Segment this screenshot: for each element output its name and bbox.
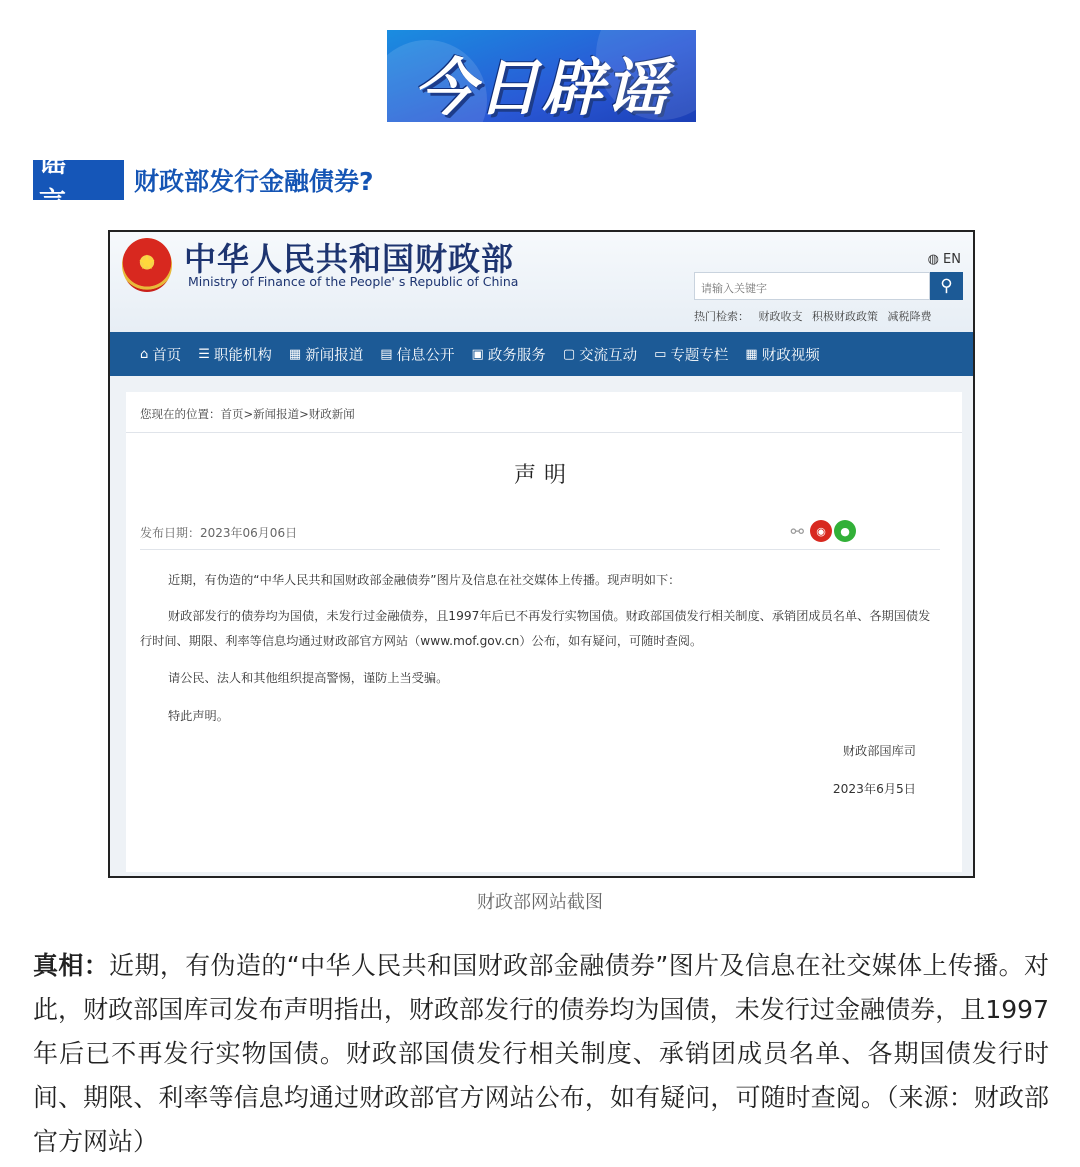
signer: 财政部国库司 <box>842 744 916 758</box>
wechat-icon[interactable]: ● <box>834 520 856 542</box>
nav-home[interactable]: ⌂ 首页 <box>140 346 182 364</box>
truth-paragraph <box>33 944 1049 1164</box>
divider <box>126 432 962 433</box>
sign-date: 2023年6月5日 <box>832 782 916 796</box>
weibo-icon[interactable]: ◉ <box>810 520 832 542</box>
nav-services[interactable]: ▣ 政务服务 <box>471 346 546 364</box>
truth-label: 真相： <box>33 951 110 980</box>
site-name-en: Ministry of Finance of the People' s Republic of China <box>188 274 519 289</box>
language-label: EN <box>943 252 961 267</box>
nav-videos[interactable]: ▦ 财政视频 <box>745 346 820 364</box>
form-icon: ▣ <box>471 346 484 362</box>
list-icon: ☰ <box>198 346 210 362</box>
nav-interaction[interactable]: ▢ 交流互动 <box>562 346 638 364</box>
nav-info-disclosure[interactable]: ▤ 信息公开 <box>380 346 455 364</box>
emblem-star-icon: ★ <box>138 250 156 274</box>
home-icon: ⌂ <box>140 346 149 362</box>
rumor-heading <box>33 148 374 218</box>
nav-topics[interactable]: ▭ 专题专栏 <box>654 346 729 364</box>
nav-news[interactable]: ▦ 新闻报道 <box>288 346 364 364</box>
document-icon: ▤ <box>380 346 393 362</box>
search-icon: ⚲ <box>940 276 953 296</box>
truth-text: 近期，有伪造的“中华人民共和国财政部金融债券”图片及信息在社交媒体上传播。对此，财政部国库司发布声明指出，财政部发行的债券均为国债，未发行过金融债券，且1997年后已不再发行实物国债。财政部国债发行相关制度、承销团成员名单、各期国债发行时间、期限、利率等信息均通过财政部官方网站公布，如有疑问，可随时查阅。（来源：财政部官方网站） <box>33 951 1049 1156</box>
rumor-tag: 谣 言 <box>33 160 124 200</box>
main-nav <box>110 332 973 376</box>
globe-icon: ◍ <box>927 252 939 267</box>
website-screenshot <box>108 230 975 878</box>
header-banner <box>387 30 696 122</box>
video-icon: ▦ <box>745 346 758 362</box>
newspaper-icon: ▦ <box>288 346 302 362</box>
banner-title: 今日辟谣 <box>413 51 670 122</box>
hot-item[interactable]: 积极财政政策 <box>812 310 878 323</box>
hot-search-label: 热门检索： <box>694 310 749 323</box>
article-card <box>126 392 962 872</box>
site-name-cn: 中华人民共和国财政部 <box>184 240 515 278</box>
nav-departments[interactable]: ☰ 职能机构 <box>198 346 272 364</box>
national-emblem-icon <box>122 238 172 292</box>
publish-date: 发布日期：2023年06月06日 <box>140 526 298 540</box>
hot-search <box>694 308 938 324</box>
language-switch[interactable] <box>928 252 961 267</box>
article-paragraph: 近期，有伪造的“中华人民共和国财政部金融债券”图片及信息在社交媒体上传播。现声明如下： <box>168 573 681 587</box>
chat-icon: ▢ <box>562 346 576 362</box>
search-input[interactable]: 请输入关键字 <box>694 272 930 300</box>
article-paragraph: 特此声明。 <box>168 709 229 723</box>
article-paragraph: 财政部发行的债券均为国债，未发行过金融债券，且1997年后已不再发行实物国债。财政部国债发行相关制度、承销团成员名单、各期国债发行时间、期限、利率等信息均通过财政部官方网站（www.mof.gov.cn）公布，如有疑问，可随时查阅。 <box>140 609 931 648</box>
hot-item[interactable]: 财政收支 <box>758 310 803 323</box>
folder-icon: ▭ <box>654 346 667 362</box>
rumor-title: 财政部发行金融债券? <box>134 167 374 196</box>
breadcrumb: 您现在的位置：首页>新闻报道>财政新闻 <box>140 407 355 421</box>
site-header <box>110 232 973 332</box>
image-caption: 财政部网站截图 <box>477 892 603 913</box>
hot-item[interactable]: 减税降费 <box>887 310 932 323</box>
article-paragraph: 请公民、法人和其他组织提高警惕，谨防上当受骗。 <box>168 671 449 685</box>
search-button[interactable] <box>930 272 963 300</box>
divider <box>140 549 940 550</box>
share-icon[interactable]: ⚯ <box>790 521 804 541</box>
share-bar <box>791 520 856 542</box>
article-title: 声明 <box>513 463 574 488</box>
